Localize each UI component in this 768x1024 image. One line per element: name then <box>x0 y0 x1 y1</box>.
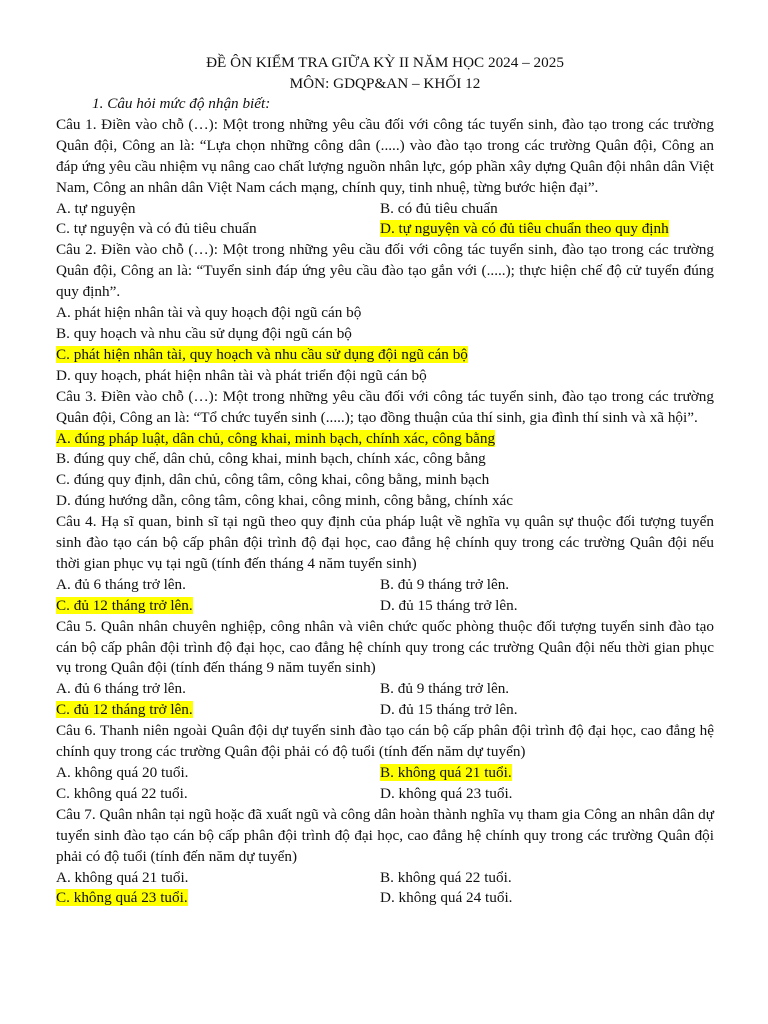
subject-title: MÔN: GDQP&AN – KHỐI 12 <box>289 75 481 92</box>
question-4: Câu 4. Hạ sĩ quan, binh sĩ tại ngũ theo quy định của pháp luật về nghĩa vụ quân sự thuộc đối tượng tuyển sinh đào tạo cán bộ cấp phân đội trình độ đại học, cao đẳng hệ chính quy trong các trường Quân đội nếu thời gian phục vụ tại ngũ (tính đến tháng 4 năm tuyển sinh) <box>56 513 714 572</box>
options-row <box>56 199 714 220</box>
option-1b: B. có đủ tiêu chuẩn <box>380 199 498 217</box>
options-row <box>56 868 714 889</box>
option-5b: B. đủ 9 tháng trở lên. <box>380 680 510 698</box>
option-5c-correct: C. đủ 12 tháng trở lên. <box>56 701 193 719</box>
question-5: Câu 5. Quân nhân chuyên nghiệp, công nhân và viên chức quốc phòng thuộc đối tượng tuyển sinh đào tạo cán bộ cấp phân đội trình độ đại học, cao đẳng hệ chính quy trong các trường Quân đội nếu thời gian phục vụ trong Quân đội (tính đến tháng 9 năm tuyển sinh) <box>56 617 714 677</box>
options-row <box>56 763 714 784</box>
option-5a: A. đủ 6 tháng trở lên. <box>56 680 186 698</box>
options-row <box>56 219 714 240</box>
option-3b: B. đúng quy chế, dân chủ, công khai, minh bạch, chính xác, công bằng <box>56 450 486 468</box>
option-3c: C. đúng quy định, dân chủ, công tâm, công khai, công bằng, minh bạch <box>56 471 490 489</box>
options-row <box>56 784 714 805</box>
option-5d: D. đủ 15 tháng trở lên. <box>380 701 518 719</box>
option-3a <box>56 429 714 450</box>
option-1c: C. tự nguyện và có đủ tiêu chuẩn <box>56 220 257 238</box>
option-2b: B. quy hoạch và nhu cầu sử dụng đội ngũ cán bộ <box>56 324 352 342</box>
option-7b: B. không quá 22 tuổi. <box>380 868 512 886</box>
option-1a: A. tự nguyện <box>56 199 136 217</box>
option-7c-correct: C. không quá 23 tuổi. <box>56 889 188 907</box>
option-7a: A. không quá 21 tuổi. <box>56 868 189 886</box>
option-4a: A. đủ 6 tháng trở lên. <box>56 575 186 593</box>
option-7d: D. không quá 24 tuổi. <box>380 889 513 907</box>
option-2c-correct: C. phát hiện nhân tài, quy hoạch và nhu cầu sử dụng đội ngũ cán bộ <box>56 345 468 363</box>
options-row <box>56 596 714 617</box>
option-4c-correct: C. đủ 12 tháng trở lên. <box>56 596 193 614</box>
question-7: Câu 7. Quân nhân tại ngũ hoặc đã xuất ngũ và công dân hoàn thành nghĩa vụ tham gia Công an nhân dân dự tuyển sinh đào tạo cán bộ cấp phân đội trình độ đại học, cao đẳng hệ chính quy trong các trường Quân đội phải có độ tuổi (tính đến năm dự tuyển) <box>56 805 714 865</box>
option-2a: A. phát hiện nhân tài và quy hoạch đội ngũ cán bộ <box>56 304 362 322</box>
document-page <box>56 52 714 909</box>
option-6d: D. không quá 23 tuổi. <box>380 784 513 802</box>
option-3a-correct: A. đúng pháp luật, dân chủ, công khai, minh bạch, chính xác, công bằng <box>56 429 496 447</box>
option-2d: D. quy hoạch, phát hiện nhân tài và phát triển đội ngũ cán bộ <box>56 366 427 384</box>
option-2c <box>56 345 714 366</box>
option-1d-correct: D. tự nguyện và có đủ tiêu chuẩn theo quy định <box>380 220 669 238</box>
options-row <box>56 700 714 721</box>
question-2: Câu 2. Điền vào chỗ (…): Một trong những yêu cầu đối với công tác tuyển sinh, đào tạo trong các trường Quân đội, Công an là: “Tuyển sinh đáp ứng yêu cầu đào tạo gắn với (.....); thực hiện chế độ cử tuyển đúng quy định”. <box>56 241 714 301</box>
question-3: Câu 3. Điền vào chỗ (…): Một trong những yêu cầu đối với công tác tuyển sinh, đào tạo trong các trường Quân đội, Công an là: “Tổ chức tuyển sinh (.....); tạo đồng thuận của thí sinh, gia đình thí sinh và xã hội”. <box>56 387 714 426</box>
option-6b-correct: B. không quá 21 tuổi. <box>380 764 512 781</box>
option-3d: D. đúng hướng dẫn, công tâm, công khai, công minh, công bằng, chính xác <box>56 492 514 510</box>
option-6a: A. không quá 20 tuổi. <box>56 764 189 781</box>
options-row <box>56 888 714 909</box>
option-4b: B. đủ 9 tháng trở lên. <box>380 575 510 593</box>
question-1: Câu 1. Điền vào chỗ (…): Một trong những yêu cầu đối với công tác tuyển sinh, đào tạo trong các trường Quân đội, Công an là: “Lựa chọn những công dân (.....) vào đào tạo trong các trường Quân đội, Công an đáp ứng yêu cầu nhiệm vụ nâng cao chất lượng nguồn nhân lực, góp phần xây dựng Quân đội nhân dân Việt Nam, Công an nhân dân Việt Nam cách mạng, chính quy, tinh nhuệ, từng bước hiện đại”. <box>56 115 714 196</box>
exam-title: ĐỀ ÔN KIỂM TRA GIỮA KỲ II NĂM HỌC 2024 – 2025 <box>206 54 564 71</box>
question-6: Câu 6. Thanh niên ngoài Quân đội dự tuyển sinh đào tạo cán bộ cấp phân đội trình độ đại học, cao đẳng hệ chính quy trong các trường Quân đội phải có độ tuổi (tính đến năm dự tuyển) <box>56 722 714 761</box>
option-4d: D. đủ 15 tháng trở lên. <box>380 596 518 614</box>
option-6c: C. không quá 22 tuổi. <box>56 784 188 802</box>
section-heading: 1. Câu hỏi mức độ nhận biết: <box>92 95 271 112</box>
options-row <box>56 679 714 700</box>
options-row <box>56 575 714 596</box>
